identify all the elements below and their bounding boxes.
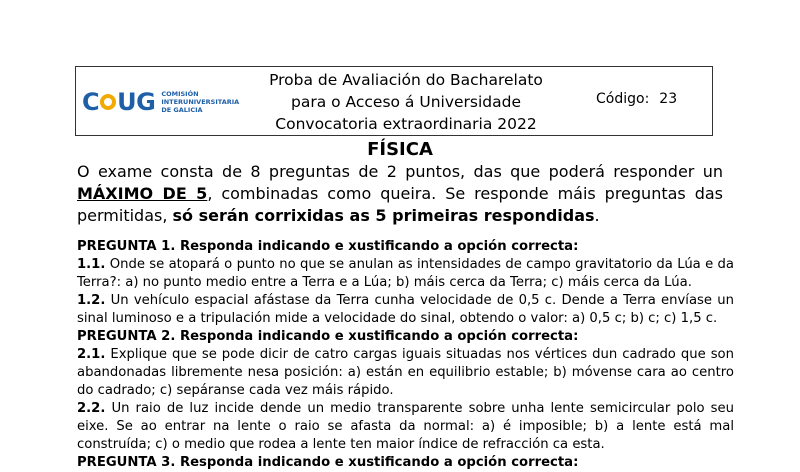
logo-sub-line: INTERUNIVERSITARIA — [161, 98, 240, 106]
question-item — [77, 256, 734, 292]
exam-header — [75, 66, 713, 136]
logo-mark — [82, 88, 155, 116]
intro-text: , combinadas como queira. Se responde máis preguntas das permitidas, — [77, 184, 723, 225]
logo-sub-line: DE GALICIA — [161, 106, 203, 114]
code-value: 23 — [659, 91, 678, 107]
item-text: Onde se atopará o punto no que se anulan as intensidades de campo gravitatorio da Lúa e da Terra?: a) no punto medio entre a Terra e a Lúa; b) máis cerca da Terra; c) máis cerca da Lúa. — [77, 257, 734, 290]
question-heading: PREGUNTA 1. Responda indicando e xustificando a opción correcta: — [77, 239, 579, 254]
code-label: Código: — [596, 91, 650, 107]
question-item — [77, 346, 734, 400]
questions-list — [77, 238, 734, 472]
intro-max: MÁXIMO DE 5 — [77, 184, 208, 203]
logo-sub-line: COMISIÓN — [161, 90, 199, 98]
exam-title — [256, 67, 556, 135]
exam-instructions — [77, 161, 723, 227]
item-text: Un raio de luz incide dende un medio transparente sobre unha lente semicircular polo seu eixe. Se ao entrar na lente o raio se afasta da normal: a) é imposible; b) a lente está mal construída; c) o medio que rodea a lente ten maior índice de refracción ca esta. — [77, 401, 734, 452]
intro-text: . — [594, 206, 600, 225]
item-number: 1.2. — [77, 293, 106, 308]
ciug-logo — [82, 87, 239, 117]
question-item — [77, 292, 734, 328]
question-item — [77, 400, 734, 454]
intro-text: O exame consta de 8 preguntas de 2 puntos, das que poderá responder un — [77, 162, 723, 181]
logo-subtitle — [161, 90, 239, 114]
title-line: Convocatoria extraordinaria 2022 — [275, 115, 537, 133]
intro-bold: só serán corrixidas as 5 primeiras respondidas — [172, 206, 595, 225]
subject-title: FÍSICA — [367, 139, 433, 160]
title-line: para o Acceso á Universidade — [290, 93, 522, 111]
question-heading: PREGUNTA 3. Responda indicando e xustificando a opción correcta: — [77, 455, 579, 470]
item-number: 2.1. — [77, 347, 106, 362]
item-number: 2.2. — [77, 401, 106, 416]
question-heading: PREGUNTA 2. Responda indicando e xustificando a opción correcta: — [77, 329, 579, 344]
title-line: Proba de Avaliación do Bacharelato — [269, 71, 543, 89]
logo-dot-icon — [100, 94, 116, 110]
item-text: Explique que se pode dicir de catro cargas iguais situadas nos vértices dun cadrado que son abandonadas libremente nesa posición: a) están en equilibrio estable; b) móvense cara ao centro do cadrado; c) sepáranse cada vez máis rápido. — [77, 347, 734, 398]
item-text: Un vehículo espacial afástase da Terra cunha velocidade de 0,5 c. Dende a Terra envíase un sinal luminoso e a tripulación mide a velocidade do sinal, obtendo o valor: a) 0,5 c; b) c; c) 1,5 c. — [77, 293, 734, 326]
exam-code — [596, 91, 677, 107]
logo-letters: C UG — [82, 88, 156, 116]
item-number: 1.1. — [77, 257, 106, 272]
